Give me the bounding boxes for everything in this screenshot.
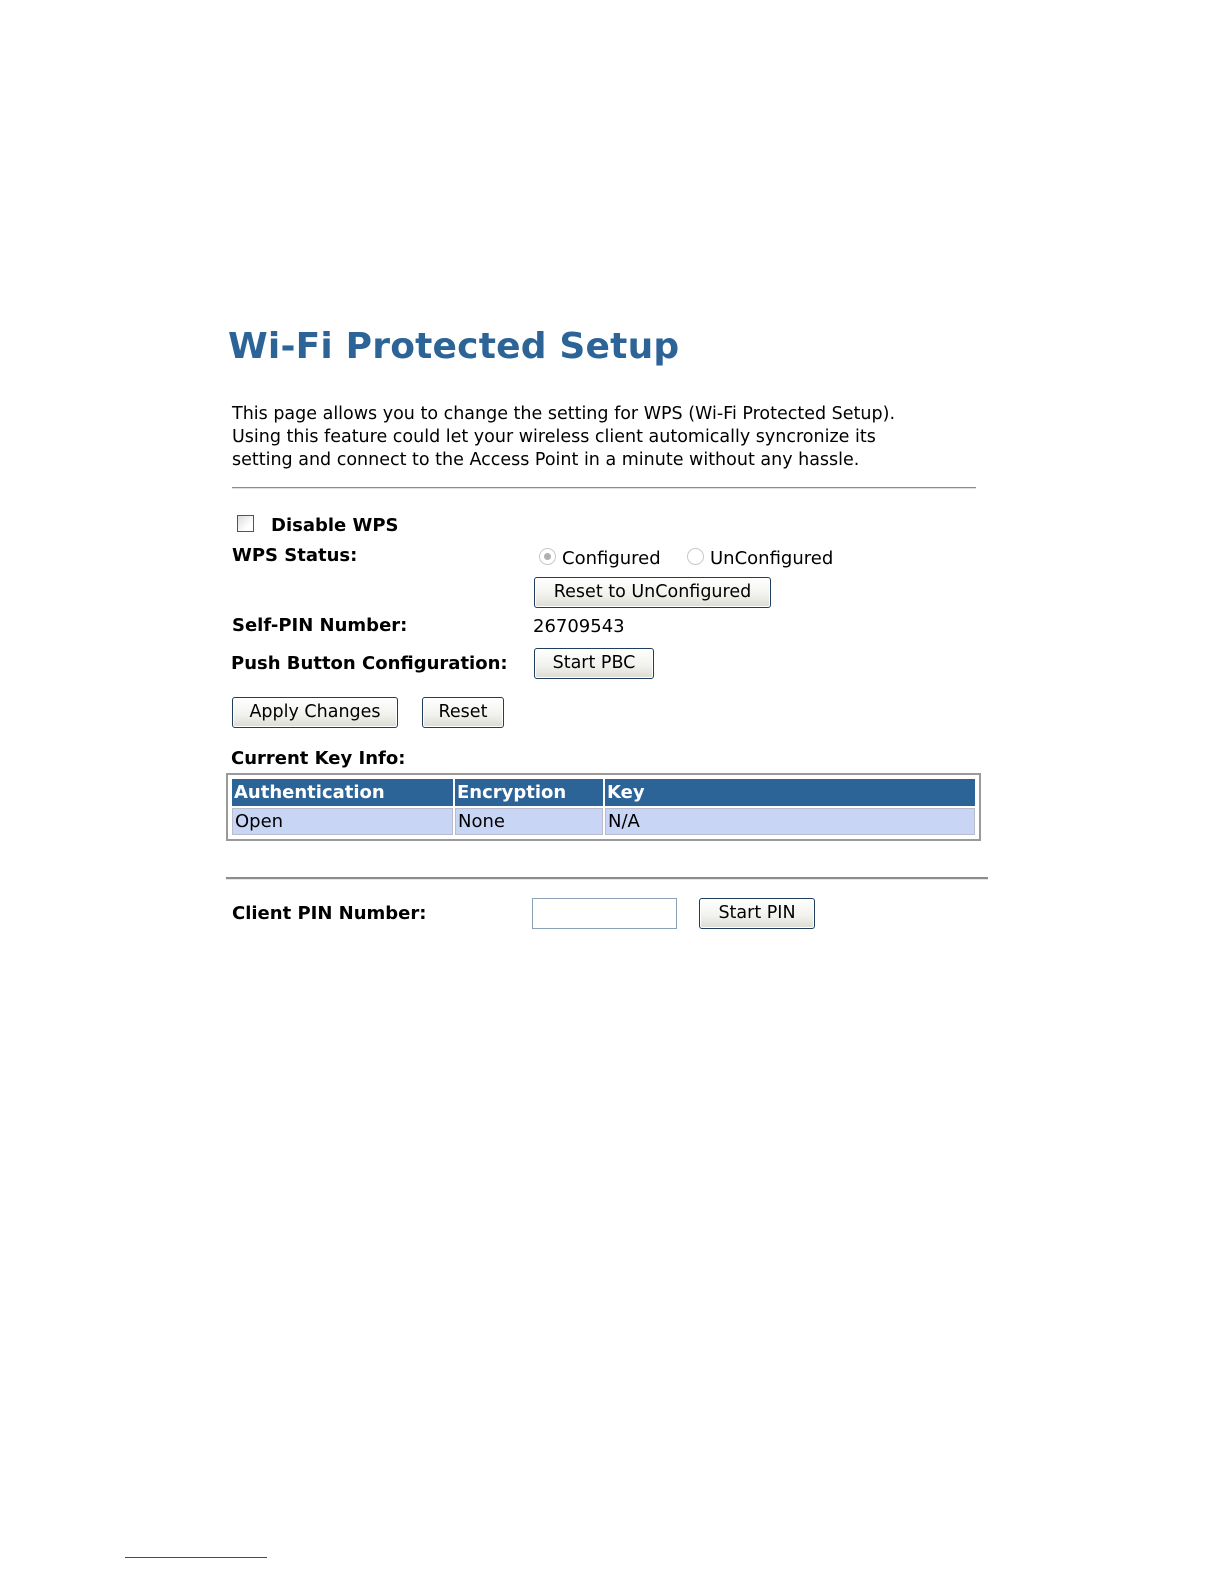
disable-wps-checkbox[interactable] xyxy=(237,515,254,532)
column-header-key: Key xyxy=(605,779,975,806)
wps-status-configured-label: Configured xyxy=(562,548,661,569)
key-info-table xyxy=(226,773,981,841)
page-description xyxy=(232,403,992,472)
page-title: Wi-Fi Protected Setup xyxy=(228,326,680,367)
section-divider xyxy=(226,877,988,880)
cell-key: N/A xyxy=(605,808,975,835)
apply-changes-button[interactable]: Apply Changes xyxy=(232,697,398,728)
wps-status-configured-radio[interactable] xyxy=(539,548,556,565)
cell-authentication: Open xyxy=(232,808,453,835)
reset-to-unconfigured-button[interactable]: Reset to UnConfigured xyxy=(534,577,771,608)
client-pin-label: Client PIN Number: xyxy=(232,903,427,924)
start-pbc-button[interactable]: Start PBC xyxy=(534,648,654,679)
disable-wps-label: Disable WPS xyxy=(271,515,399,536)
description-line: Using this feature could let your wireless client automically syncronize its xyxy=(232,427,876,447)
wps-status-label: WPS Status: xyxy=(232,545,358,566)
self-pin-value: 26709543 xyxy=(533,616,625,637)
column-header-authentication: Authentication xyxy=(232,779,453,806)
pbc-label: Push Button Configuration: xyxy=(231,653,508,674)
column-header-encryption: Encryption xyxy=(455,779,603,806)
footnote-separator xyxy=(125,1557,267,1558)
table-row xyxy=(232,808,975,835)
self-pin-label: Self-PIN Number: xyxy=(232,615,408,636)
current-key-info-label: Current Key Info: xyxy=(231,748,406,769)
description-line: This page allows you to change the setting for WPS (Wi-Fi Protected Setup). xyxy=(232,404,896,424)
table-header-row xyxy=(232,779,975,806)
start-pin-button[interactable]: Start PIN xyxy=(699,898,815,929)
wps-status-unconfigured-radio[interactable] xyxy=(687,548,704,565)
section-divider xyxy=(232,487,976,489)
cell-encryption: None xyxy=(455,808,603,835)
key-info-grid xyxy=(230,777,977,837)
client-pin-input[interactable] xyxy=(532,898,677,929)
reset-button[interactable]: Reset xyxy=(422,697,504,728)
wps-status-unconfigured-label: UnConfigured xyxy=(710,548,834,569)
description-line: setting and connect to the Access Point in a minute without any hassle. xyxy=(232,450,860,470)
